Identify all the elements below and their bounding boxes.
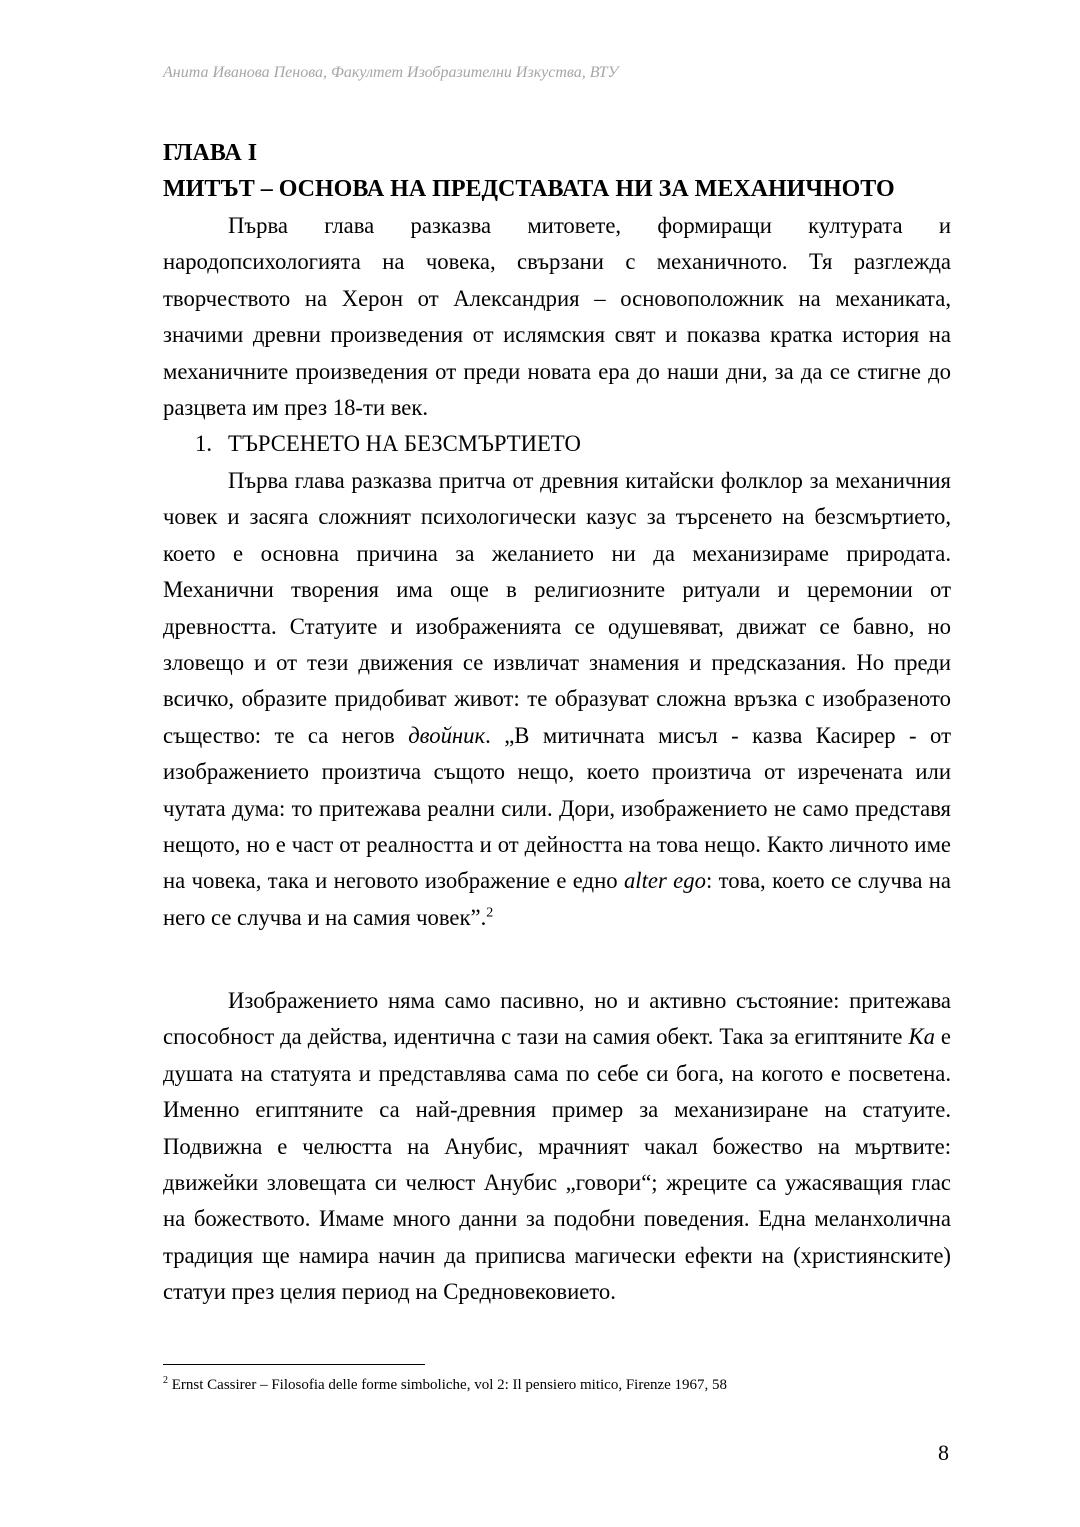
paragraph-text: . „В митичната мисъл - казва Касирер - от изображението произтича същото нещо, което произтича от изречената или чутата дума: то притежава реални сили. Дори, изображението не само представя нещото, но е част от реалността и от дейността на това нещо. Както личното име на човека, така и неговото изображение е едно (163, 722, 951, 894)
body-paragraph-2 (163, 463, 951, 936)
italic-term: Ка (908, 1024, 935, 1050)
running-header: Анита Иванова Пенова, Факултет Изобразителни Изкуства, ВТУ (163, 64, 619, 81)
footnote-text: Ernst Cassirer – Filosofia delle forme simboliche, vol 2: Il pensiero mitico, Firenze 1967, 58 (168, 1377, 728, 1393)
footnote (163, 1377, 727, 1394)
italic-term: двойник (408, 722, 486, 748)
section-title: ТЪРСЕНЕТО НА БЕЗСМЪРТИЕТО (228, 431, 581, 456)
page-number: 8 (938, 1440, 949, 1465)
chapter-label: ГЛАВА I (163, 140, 258, 166)
intro-paragraph: Първа глава разказва митовете, формиращи културата и народопсихологията на човека, свързани с механичното. Тя разглежда творчеството на Херон от Александрия – основоположник на механиката, значими древни произведения от ислямския свят и показва кратка история на механичните произведения от преди новата ера до наши дни, за да се стигне до разцвета им през 18-ти век. (163, 213, 951, 421)
section-heading (195, 426, 581, 462)
paragraph-text: Първа глава разказва притча от древния китайски фолклор за механичния човек и засяга сложният психологически казус за търсенето на безсмъртието, което е основна причина за желанието ни да механизираме природата. Механични творения има още в религиозните ритуали и церемонии от древността. Статуите и изображенията се одушевяват, движат се бавно, но зловещо и от тези движения се извличат знамения и предсказания. Но преди всичко, образите придобиват живот: те образуват сложна връзка с изобразеното същество: те са негов (163, 468, 951, 748)
section-number: 1. (195, 431, 213, 456)
paragraph-text: е душата на статуята и представлява сама по себе си бога, на когото е посветена. Именно египтяните са най-древния пример за механизиране на статуите. Подвижна е челюстта на Анубис, мрачният чакал божество на мъртвите: движейки зловещата си челюст Анубис „говори“; жреците са ужасяващия глас на божеството. Имаме много данни за подобни поведения. Една меланхолична традиция ще намира начин да приписва магически ефекти на (християнските) статуи през целия период на Средновековието. (163, 1024, 951, 1305)
paragraph-text: Изображението няма само пасивно, но и активно състояние: притежава способност да действа, идентична с тази на самия обект. Така за египтяните (163, 988, 951, 1050)
footnote-marker: 2 (163, 1375, 168, 1386)
paragraph-text: : това, което се случва на него се случва и на самия човек”. (163, 868, 951, 930)
chapter-title: МИТЪТ – ОСНОВА НА ПРЕДСТАВАТА НИ ЗА МЕХАНИЧНОТО (163, 176, 895, 202)
footnote-divider (163, 1364, 425, 1365)
body-paragraph-3 (163, 983, 951, 1311)
italic-term: alter ego (623, 868, 706, 894)
footnote-reference[interactable]: 2 (486, 905, 494, 921)
